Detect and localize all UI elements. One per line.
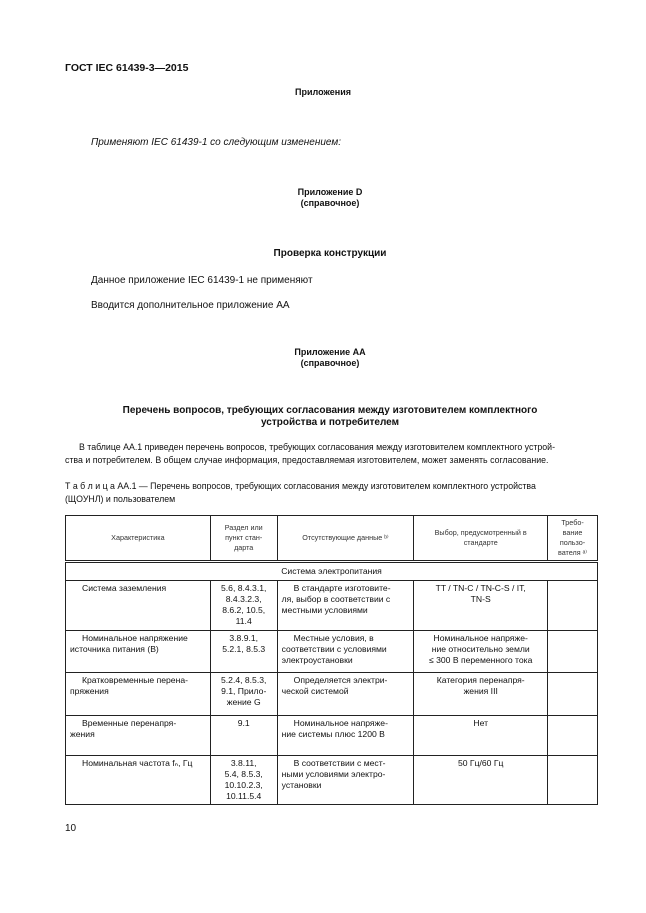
table-caption-text: — Перечень вопросов, требующих согласования между изготовителем комплектного устройства (ЩОУНЛ) и пользователем [65,481,536,504]
table-cell [548,756,598,805]
annex-d-title: Приложение D [297,187,363,197]
doc-header: ГОСТ IEC 61439-3—2015 [65,62,189,74]
annex-d-kind: (справочное) [300,198,360,208]
page-number: 10 [65,823,77,834]
table-cell: Категория перенапря- жения III [414,673,548,716]
column-header: Отсутствующие данные ᵇ⁾ [277,516,414,562]
table-cell: Определяется электри- ческой системой [277,673,414,716]
section-label: Система электропитания [66,562,598,581]
table-section-row [66,562,598,581]
table-cell: Временные перенапря- жения [66,716,211,756]
table-row [66,631,598,673]
table-cell [548,581,598,631]
table-row [66,673,598,716]
table-cell: Номинальное напряже- ние относительно земли ≤ 300 В переменного тока [414,631,548,673]
annex-aa-title: Приложение АА [294,347,366,357]
column-header: Раздел или пункт стан- дарта [210,516,277,562]
annex-d-p1: Данное приложение IEC 61439-1 не применяют [91,275,313,286]
table-cell: 5.6, 8.4.3.1, 8.4.3.2.3, 8.6.2, 10.5, 11.4 [210,581,277,631]
table-cell: 9.1 [210,716,277,756]
table-caption [65,480,605,506]
table-cell [548,673,598,716]
table-cell: Местные условия, в соответствии с условиями электроустановки [277,631,414,673]
table-cell: В стандарте изготовите- ля, выбор в соответствии с местными условиями [277,581,414,631]
table-cell: 3.8.9.1, 5.2.1, 8.5.3 [210,631,277,673]
table-cell: 3.8.11, 5.4, 8.5.3, 10.10.2.3, 10.11.5.4 [210,756,277,805]
table-cell: Кратковременные перена- пряжения [66,673,211,716]
table-caption-label: Т а б л и ц а АА.1 [65,481,137,491]
table-row [66,581,598,631]
table-cell: Нет [414,716,548,756]
annex-d-p2: Вводится дополнительное приложение АА [91,300,290,311]
table-header-row [66,516,598,562]
table-cell: 50 Гц/60 Гц [414,756,548,805]
annex-aa-paragraph: В таблице АА.1 приведен перечень вопросов, требующих согласования между изготовителем комплектного устрой- ства и потребителем. В общем случае информация, предоставляемая изготовителем, может заменять согласование. [65,442,556,465]
section-title: Приложения [295,87,351,97]
annex-aa-heading: Перечень вопросов, требующих согласования между изготовителем комплектного устройства и потребителем [122,405,538,428]
intro-text: Применяют IEC 61439-1 со следующим изменением: [91,137,341,148]
table-aa1 [65,515,598,805]
table-row [66,716,598,756]
table-cell [548,716,598,756]
table-cell [548,631,598,673]
column-header: Выбор, предусмотренный в стандарте [414,516,548,562]
table-row [66,756,598,805]
annex-aa-kind: (справочное) [300,358,360,368]
annex-d-heading: Проверка конструкции [273,248,387,259]
table-cell: Номинальное напряже- ние системы плюс 1200 В [277,716,414,756]
table-cell: TT / TN-C / TN-C-S / IT, TN-S [414,581,548,631]
table-cell: Номинальное напряжение источника питания (В) [66,631,211,673]
column-header: Требо- вание пользо- вателя ᵃ⁾ [548,516,598,562]
table-cell: В соответствии с мест- ными условиями электро- установки [277,756,414,805]
table-cell: Система заземления [66,581,211,631]
table-cell: 5.2.4, 8.5.3, 9.1, Прило- жение G [210,673,277,716]
table-cell: Номинальная частота fₙ, Гц [66,756,211,805]
column-header: Характеристика [66,516,211,562]
